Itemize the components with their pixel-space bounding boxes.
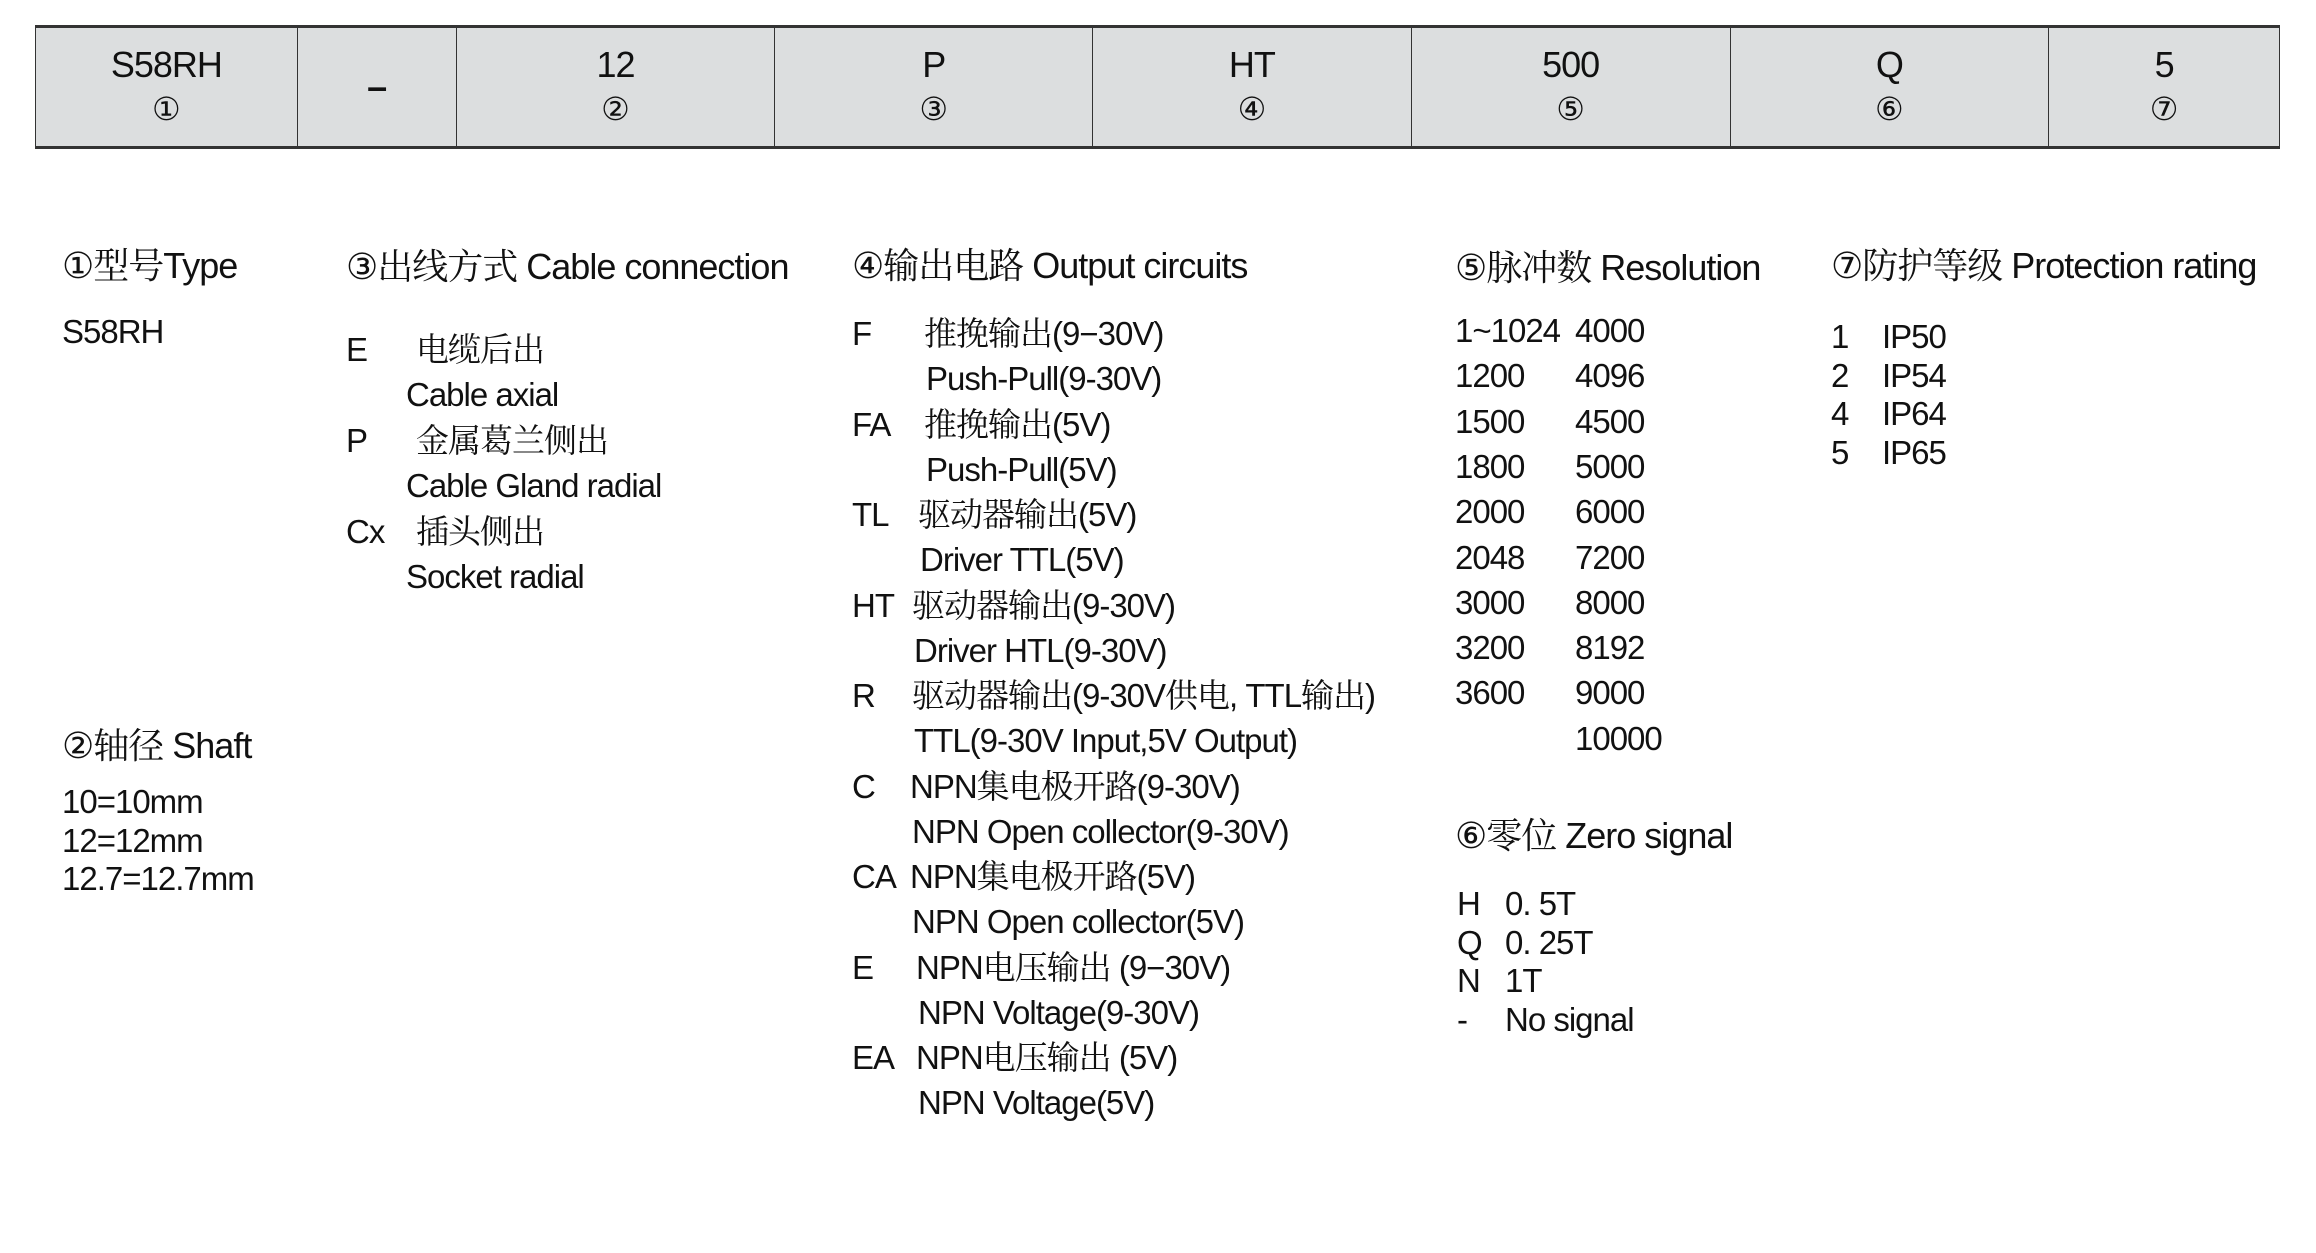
code-value: 12 bbox=[596, 44, 635, 85]
cable-label-en: Socket radial bbox=[406, 558, 584, 595]
output-label-en: Driver TTL(5V) bbox=[920, 541, 1124, 578]
output-label-cn: 驱动器输出(9-30V供电, TTL输出) bbox=[912, 677, 1376, 714]
output-code: CA bbox=[852, 858, 896, 895]
zero-title: ⑥零位 Zero signal bbox=[1455, 815, 1733, 856]
output-code: TL bbox=[852, 496, 889, 533]
output-code: E bbox=[852, 948, 874, 986]
output-label-cn: 推挽输出(9−30V) bbox=[924, 315, 1164, 352]
code-cell bbox=[36, 28, 298, 146]
cable-label-en: Cable axial bbox=[406, 376, 559, 413]
shaft-option: 12.7=12.7mm bbox=[62, 860, 254, 897]
cable-code: P bbox=[346, 422, 368, 459]
protection-code: 5 bbox=[1831, 433, 1849, 471]
cable-code: E bbox=[346, 331, 368, 368]
protection-value: IP65 bbox=[1882, 433, 1946, 471]
output-code: HT bbox=[852, 586, 894, 624]
code-number: ⑥ bbox=[1875, 91, 1904, 127]
resolution-value: 4096 bbox=[1575, 357, 1645, 395]
output-label-en: NPN Open collector(9-30V) bbox=[912, 812, 1289, 850]
output-label-cn: NPN集电极开路(9-30V) bbox=[910, 767, 1240, 805]
resolution-value: 1800 bbox=[1455, 447, 1525, 485]
code-value: 5 bbox=[2154, 44, 2174, 85]
output-code: C bbox=[852, 767, 875, 805]
protection-value: IP64 bbox=[1882, 395, 1946, 432]
type-title: ①型号Type bbox=[62, 245, 238, 286]
cable-label-cn: 插头侧出 bbox=[416, 513, 544, 550]
zero-value: No signal bbox=[1505, 1000, 1634, 1038]
protection-value: IP54 bbox=[1882, 356, 1946, 394]
code-number: ⑤ bbox=[1556, 91, 1585, 127]
code-number: ② bbox=[601, 91, 630, 127]
output-title: ④输出电路 Output circuits bbox=[852, 245, 1248, 286]
code-cell bbox=[1412, 28, 1731, 146]
resolution-value: 9000 bbox=[1575, 674, 1645, 712]
protection-code: 1 bbox=[1831, 318, 1849, 355]
resolution-value: 2000 bbox=[1455, 493, 1525, 531]
shaft-option: 12=12mm bbox=[62, 821, 203, 859]
shaft-title: ②轴径 Shaft bbox=[62, 725, 252, 766]
output-label-en: Push-Pull(9-30V) bbox=[926, 360, 1162, 397]
output-label-cn: NPN电压输出 (9−30V) bbox=[916, 948, 1231, 986]
resolution-value: 7200 bbox=[1575, 538, 1645, 576]
resolution-value: 1~1024 bbox=[1455, 312, 1561, 349]
protection-title: ⑦防护等级 Protection rating bbox=[1831, 245, 2257, 286]
output-label-cn: 推挽输出(5V) bbox=[924, 405, 1111, 443]
zero-code: N bbox=[1457, 962, 1480, 999]
output-code: FA bbox=[852, 405, 891, 443]
resolution-value: 8192 bbox=[1575, 629, 1645, 667]
code-cell bbox=[2049, 28, 2279, 146]
cable-label-cn: 电缆后出 bbox=[416, 331, 544, 368]
code-cell bbox=[1093, 28, 1412, 146]
cable-label-en: Cable Gland radial bbox=[406, 467, 662, 504]
code-value: HT bbox=[1228, 44, 1275, 85]
output-label-en: TTL(9-30V Input,5V Output) bbox=[914, 722, 1298, 759]
output-code: F bbox=[852, 315, 872, 352]
protection-code: 4 bbox=[1831, 395, 1849, 432]
code-number: ③ bbox=[919, 91, 949, 127]
model-code-table bbox=[35, 25, 2280, 149]
zero-code: - bbox=[1457, 1000, 1467, 1038]
protection-code: 2 bbox=[1831, 356, 1849, 394]
code-cell bbox=[775, 28, 1093, 146]
output-label-en: NPN Voltage(9-30V) bbox=[918, 993, 1199, 1031]
resolution-value: 5000 bbox=[1575, 447, 1645, 485]
output-label-en: Driver HTL(9-30V) bbox=[914, 631, 1167, 669]
resolution-value: 1200 bbox=[1455, 357, 1525, 395]
output-label-en: NPN Voltage(5V) bbox=[918, 1084, 1155, 1121]
code-cell bbox=[1731, 28, 2050, 146]
resolution-value: 3600 bbox=[1455, 674, 1525, 712]
resolution-value: 3200 bbox=[1455, 629, 1525, 667]
code-value: Q bbox=[1875, 44, 1903, 85]
protection-value: IP50 bbox=[1882, 318, 1946, 355]
output-label-en: NPN Open collector(5V) bbox=[912, 903, 1244, 940]
code-number: ④ bbox=[1237, 91, 1267, 127]
resolution-value: 6000 bbox=[1575, 493, 1645, 531]
output-code: EA bbox=[852, 1039, 895, 1076]
resolution-value: 4500 bbox=[1575, 402, 1645, 440]
resolution-title: ⑤脉冲数 Resolution bbox=[1455, 247, 1761, 288]
resolution-value: 2048 bbox=[1455, 538, 1525, 576]
shaft-option: 10=10mm bbox=[62, 783, 203, 820]
type-value: S58RH bbox=[62, 313, 164, 350]
cable-code: Cx bbox=[346, 513, 385, 550]
output-label-cn: 驱动器输出(5V) bbox=[918, 496, 1137, 533]
output-label-en: Push-Pull(5V) bbox=[926, 450, 1117, 488]
zero-value: 0. 5T bbox=[1505, 885, 1576, 922]
code-value: – bbox=[367, 66, 387, 107]
resolution-value: 3000 bbox=[1455, 583, 1525, 621]
zero-value: 1T bbox=[1505, 962, 1542, 999]
cable-title: ③出线方式 Cable connection bbox=[346, 246, 789, 287]
output-label-cn: NPN电压输出 (5V) bbox=[916, 1039, 1178, 1076]
output-label-cn: NPN集电极开路(5V) bbox=[910, 858, 1196, 895]
resolution-value: 10000 bbox=[1575, 719, 1662, 757]
resolution-value: 4000 bbox=[1575, 312, 1645, 349]
cable-label-cn: 金属葛兰侧出 bbox=[416, 422, 608, 459]
output-label-cn: 驱动器输出(9-30V) bbox=[912, 586, 1176, 624]
zero-code: H bbox=[1457, 885, 1480, 922]
code-cell bbox=[457, 28, 776, 146]
code-value: P bbox=[922, 44, 946, 85]
resolution-value: 1500 bbox=[1455, 402, 1525, 440]
code-number: ① bbox=[152, 91, 181, 127]
code-cell bbox=[298, 28, 457, 146]
zero-value: 0. 25T bbox=[1505, 923, 1593, 961]
code-number: ⑦ bbox=[2149, 91, 2179, 127]
resolution-value: 8000 bbox=[1575, 583, 1645, 621]
zero-code: Q bbox=[1457, 923, 1482, 961]
code-value: 500 bbox=[1542, 44, 1600, 85]
output-code: R bbox=[852, 677, 875, 714]
code-value: S58RH bbox=[110, 44, 222, 85]
